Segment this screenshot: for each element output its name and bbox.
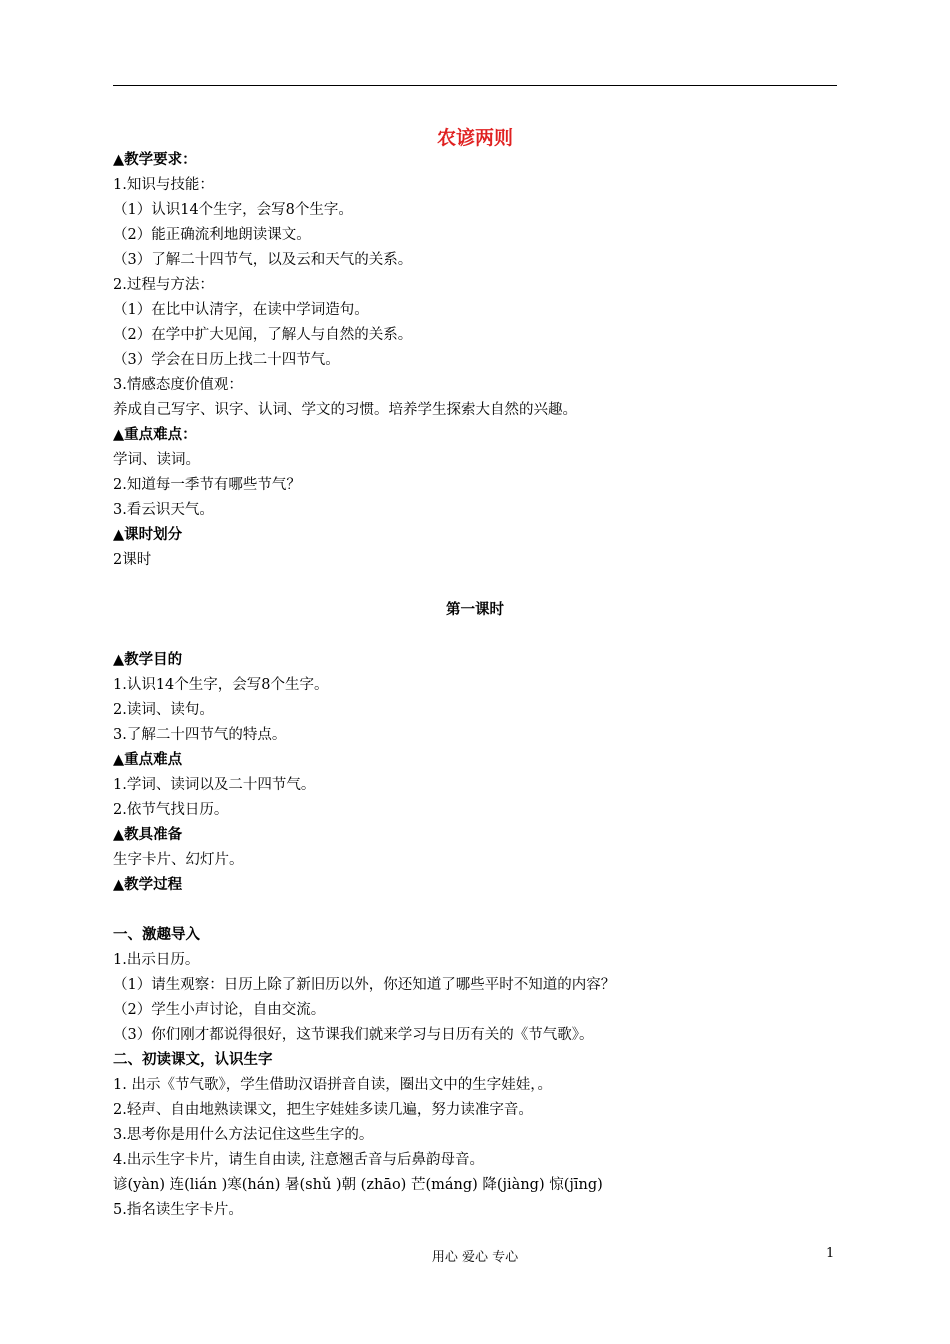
text-line: （3）学会在日历上找二十四节气。: [113, 352, 340, 368]
document-body: [113, 148, 837, 1223]
text-line: （3）你们刚才都说得很好，这节课我们就来学习与日历有关的《节气歌》。: [113, 1027, 594, 1043]
text-line: [113, 898, 837, 923]
page-number: 1: [826, 1246, 835, 1261]
text-line: （1）请生观察：日历上除了新旧历以外，你还知道了哪些平时不知道的内容？: [113, 977, 616, 993]
section-heading: ▲重点难点：: [113, 427, 197, 443]
text-line: 3.看云识天气。: [113, 502, 214, 518]
text-line: 3.情感态度价值观：: [113, 377, 243, 393]
text-line: 5.指名读生字卡片。: [113, 1202, 243, 1218]
section-heading: ▲教学过程: [113, 877, 183, 893]
text-line: 1. 出示《节气歌》，学生借助汉语拼音自读，圈出文中的生字娃娃，。: [113, 1077, 552, 1093]
section-heading: ▲教学目的: [113, 652, 183, 668]
text-line: （2）学生小声讨论，自由交流。: [113, 1002, 326, 1018]
page-footer: 用心 爱心 专心: [431, 1250, 519, 1265]
text-line: 谚(yàn) 连(lián )寒(hán) 暑(shǔ )朝 (zhāo) 芒(máng) 降(jiàng) 惊(jīng): [113, 1177, 603, 1193]
section-heading: ▲教学要求：: [113, 152, 197, 168]
section-heading: 一、激趣导入: [113, 927, 200, 943]
text-line: （3）了解二十四节气，以及云和天气的关系。: [113, 252, 413, 268]
text-line: 2.轻声、自由地熟读课文，把生字娃娃多读几遍，努力读准字音。: [113, 1102, 533, 1118]
section-heading: ▲教具准备: [113, 827, 183, 843]
text-line: 2.读词、读句。: [113, 702, 214, 718]
section-heading: ▲重点难点: [113, 752, 183, 768]
text-line: 2.知道每一季节有哪些节气？: [113, 477, 301, 493]
section-heading: ▲课时划分: [113, 527, 183, 543]
text-line: 1.学词、读词以及二十四节气。: [113, 777, 316, 793]
text-line: [113, 623, 837, 648]
text-line: 生字卡片、幻灯片。: [113, 852, 244, 868]
text-line: 学词、读词。: [113, 452, 200, 468]
text-line: 1.知识与技能：: [113, 177, 214, 193]
text-line: 1.认识14个生字，会写8个生字。: [113, 677, 329, 693]
text-line: 4.出示生字卡片，请生自由读, 注意翘舌音与后鼻韵母音。: [113, 1152, 485, 1168]
document-title: 农谚两则: [436, 127, 513, 149]
text-line: 3.思考你是用什么方法记住这些生字的。: [113, 1127, 374, 1143]
section-heading: 二、初读课文，认识生字: [113, 1052, 273, 1068]
section-heading: 第一课时: [446, 602, 504, 618]
text-line: （1）在比中认清字，在读中学词造句。: [113, 302, 369, 318]
text-line: （2）在学中扩大见闻，了解人与自然的关系。: [113, 327, 413, 343]
text-line: [113, 573, 837, 598]
header-rule: [113, 85, 837, 86]
text-line: （1）认识14个生字，会写8个生字。: [113, 202, 353, 218]
text-line: 养成自己写字、识字、认词、学文的习惯。培养学生探索大自然的兴趣。: [113, 402, 577, 418]
text-line: 3.了解二十四节气的特点。: [113, 727, 287, 743]
text-line: 2.依节气找日历。: [113, 802, 229, 818]
text-line: 2课时: [113, 552, 152, 568]
text-line: 1.出示日历。: [113, 952, 200, 968]
text-line: 2.过程与方法：: [113, 277, 214, 293]
text-line: （2）能正确流利地朗读课文。: [113, 227, 311, 243]
